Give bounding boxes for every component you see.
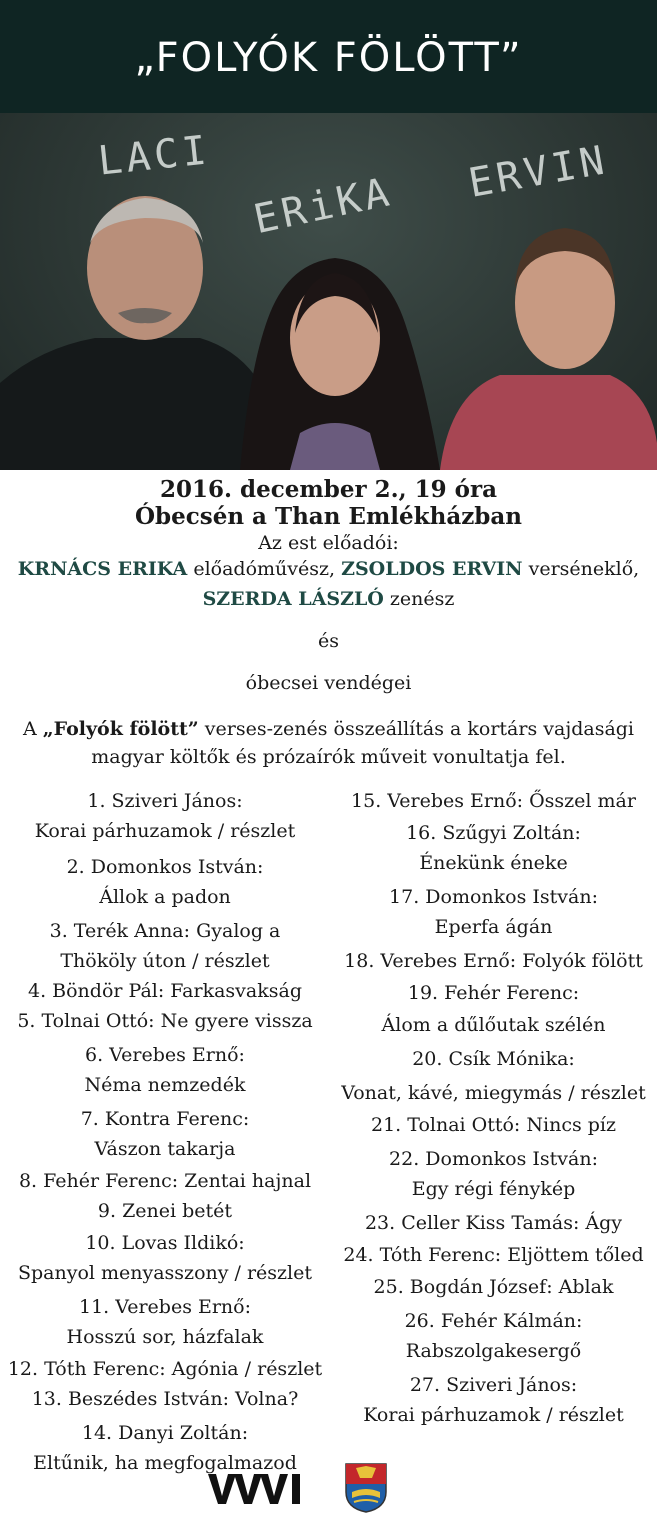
chalk-text-erika: ERiKA <box>249 168 397 244</box>
performer-name: KRNÁCS ERIKA <box>17 558 188 580</box>
event-venue: Óbecsén a Than Emlékházban <box>134 503 522 530</box>
program-item: 10. Lovas Ildikó: <box>85 1232 245 1254</box>
program-item: Spanyol menyasszony / részlet <box>17 1262 313 1284</box>
program-item: Hosszú sor, házfalak <box>66 1326 264 1348</box>
program-item: Vonat, kávé, miegymás / részlet <box>341 1082 646 1104</box>
performers-photo <box>0 113 657 470</box>
performers-line-1 <box>0 558 657 580</box>
program-item: 3. Terék Anna: Gyalog a <box>49 920 281 942</box>
program-item: 26. Fehér Kálmán: <box>404 1310 583 1332</box>
page-title: „FOLYÓK FÖLÖTT” <box>134 34 523 81</box>
description <box>0 715 657 771</box>
description-line-2: magyar költők és prózaírók műveit vonultatja fel. <box>91 746 566 768</box>
program-item: 24. Tóth Ferenc: Eljöttem tőled <box>343 1244 644 1266</box>
program-item: Néma nemzedék <box>84 1074 246 1096</box>
program-item: 11. Verebes Ernő: <box>78 1296 252 1318</box>
program-item: Eperfa ágán <box>434 916 553 938</box>
program-item: Korai párhuzamok / részlet <box>363 1404 624 1426</box>
performer-role: zenész <box>383 588 455 610</box>
program-item: 19. Fehér Ferenc: <box>407 982 580 1004</box>
program-item: 9. Zenei betét <box>97 1200 233 1222</box>
description-prefix: A <box>22 718 43 740</box>
and-text: és <box>318 630 339 652</box>
event-date: 2016. december 2., 19 óra <box>160 476 497 503</box>
chalk-text-laci: LACI <box>95 127 213 185</box>
program-item: 13. Beszédes István: Volna? <box>31 1388 299 1410</box>
program-item: Korai párhuzamok / részlet <box>34 820 296 842</box>
program-item: 6. Verebes Ernő: <box>85 1044 245 1066</box>
performers-line-2 <box>0 588 657 610</box>
program-item: Eltűnik, ha megfogalmazod <box>33 1452 297 1474</box>
header-banner <box>0 0 657 113</box>
program-item: 22. Domonkos István: <box>389 1148 598 1170</box>
performer-name: ZSOLDOS ERVIN <box>341 558 523 580</box>
program-item: Thököly úton / részlet <box>60 950 270 972</box>
program-item: Rabszolgakesergő <box>405 1340 582 1362</box>
program-item: 4. Böndör Pál: Farkasvakság <box>27 980 302 1002</box>
performer-name: SZERDA LÁSZLÓ <box>202 588 384 610</box>
program-item: 15. Verebes Ernő: Ősszel már <box>351 790 636 812</box>
program-item: Vászon takarja <box>94 1138 236 1160</box>
description-title: „Folyók fölött” <box>42 718 199 740</box>
vmmi-logo-icon <box>208 1474 308 1504</box>
program-item: Énekünk éneke <box>419 852 568 874</box>
program-item: 14. Danyi Zoltán: <box>81 1422 249 1444</box>
program-item: 2. Domonkos István: <box>66 856 264 878</box>
performer-role: előadóművész, <box>187 558 342 580</box>
program-item: 16. Szűgyi Zoltán: <box>406 822 581 844</box>
program-item: 23. Celler Kiss Tamás: Ágy <box>364 1212 623 1234</box>
program-item: 21. Tolnai Ottó: Nincs píz <box>371 1114 616 1136</box>
description-line-1 <box>0 715 657 743</box>
performers-intro: Az est előadói: <box>258 532 399 554</box>
program-item: 7. Kontra Ferenc: <box>80 1108 250 1130</box>
program-item: Egy régi fénykép <box>411 1178 576 1200</box>
chalk-text-ervin: ERVIN <box>465 137 612 207</box>
program-item: 27. Sziveri János: <box>409 1374 578 1396</box>
program-item: 17. Domonkos István: <box>389 886 598 908</box>
program-item: 8. Fehér Ferenc: Zentai hajnal <box>18 1170 312 1192</box>
program-item: Álom a dűlőutak szélén <box>381 1014 606 1036</box>
description-text: verses-zenés összeállítás a kortárs vajdasági <box>198 718 635 740</box>
program-item: 1. Sziveri János: <box>87 790 243 812</box>
guests-text: óbecsei vendégei <box>245 672 412 694</box>
program-item: 25. Bogdán József: Ablak <box>373 1276 614 1298</box>
program-item: 5. Tolnai Ottó: Ne gyere vissza <box>17 1010 313 1032</box>
coat-of-arms-icon <box>344 1462 388 1514</box>
program-item: Állok a padon <box>99 886 231 908</box>
performer-role: verséneklő, <box>522 558 640 580</box>
program-item: 18. Verebes Ernő: Folyók fölött <box>344 950 643 972</box>
program-item: 12. Tóth Ferenc: Agónia / részlet <box>7 1358 323 1380</box>
program-item: 20. Csík Mónika: <box>412 1048 575 1070</box>
sponsor-logos <box>0 1460 657 1515</box>
